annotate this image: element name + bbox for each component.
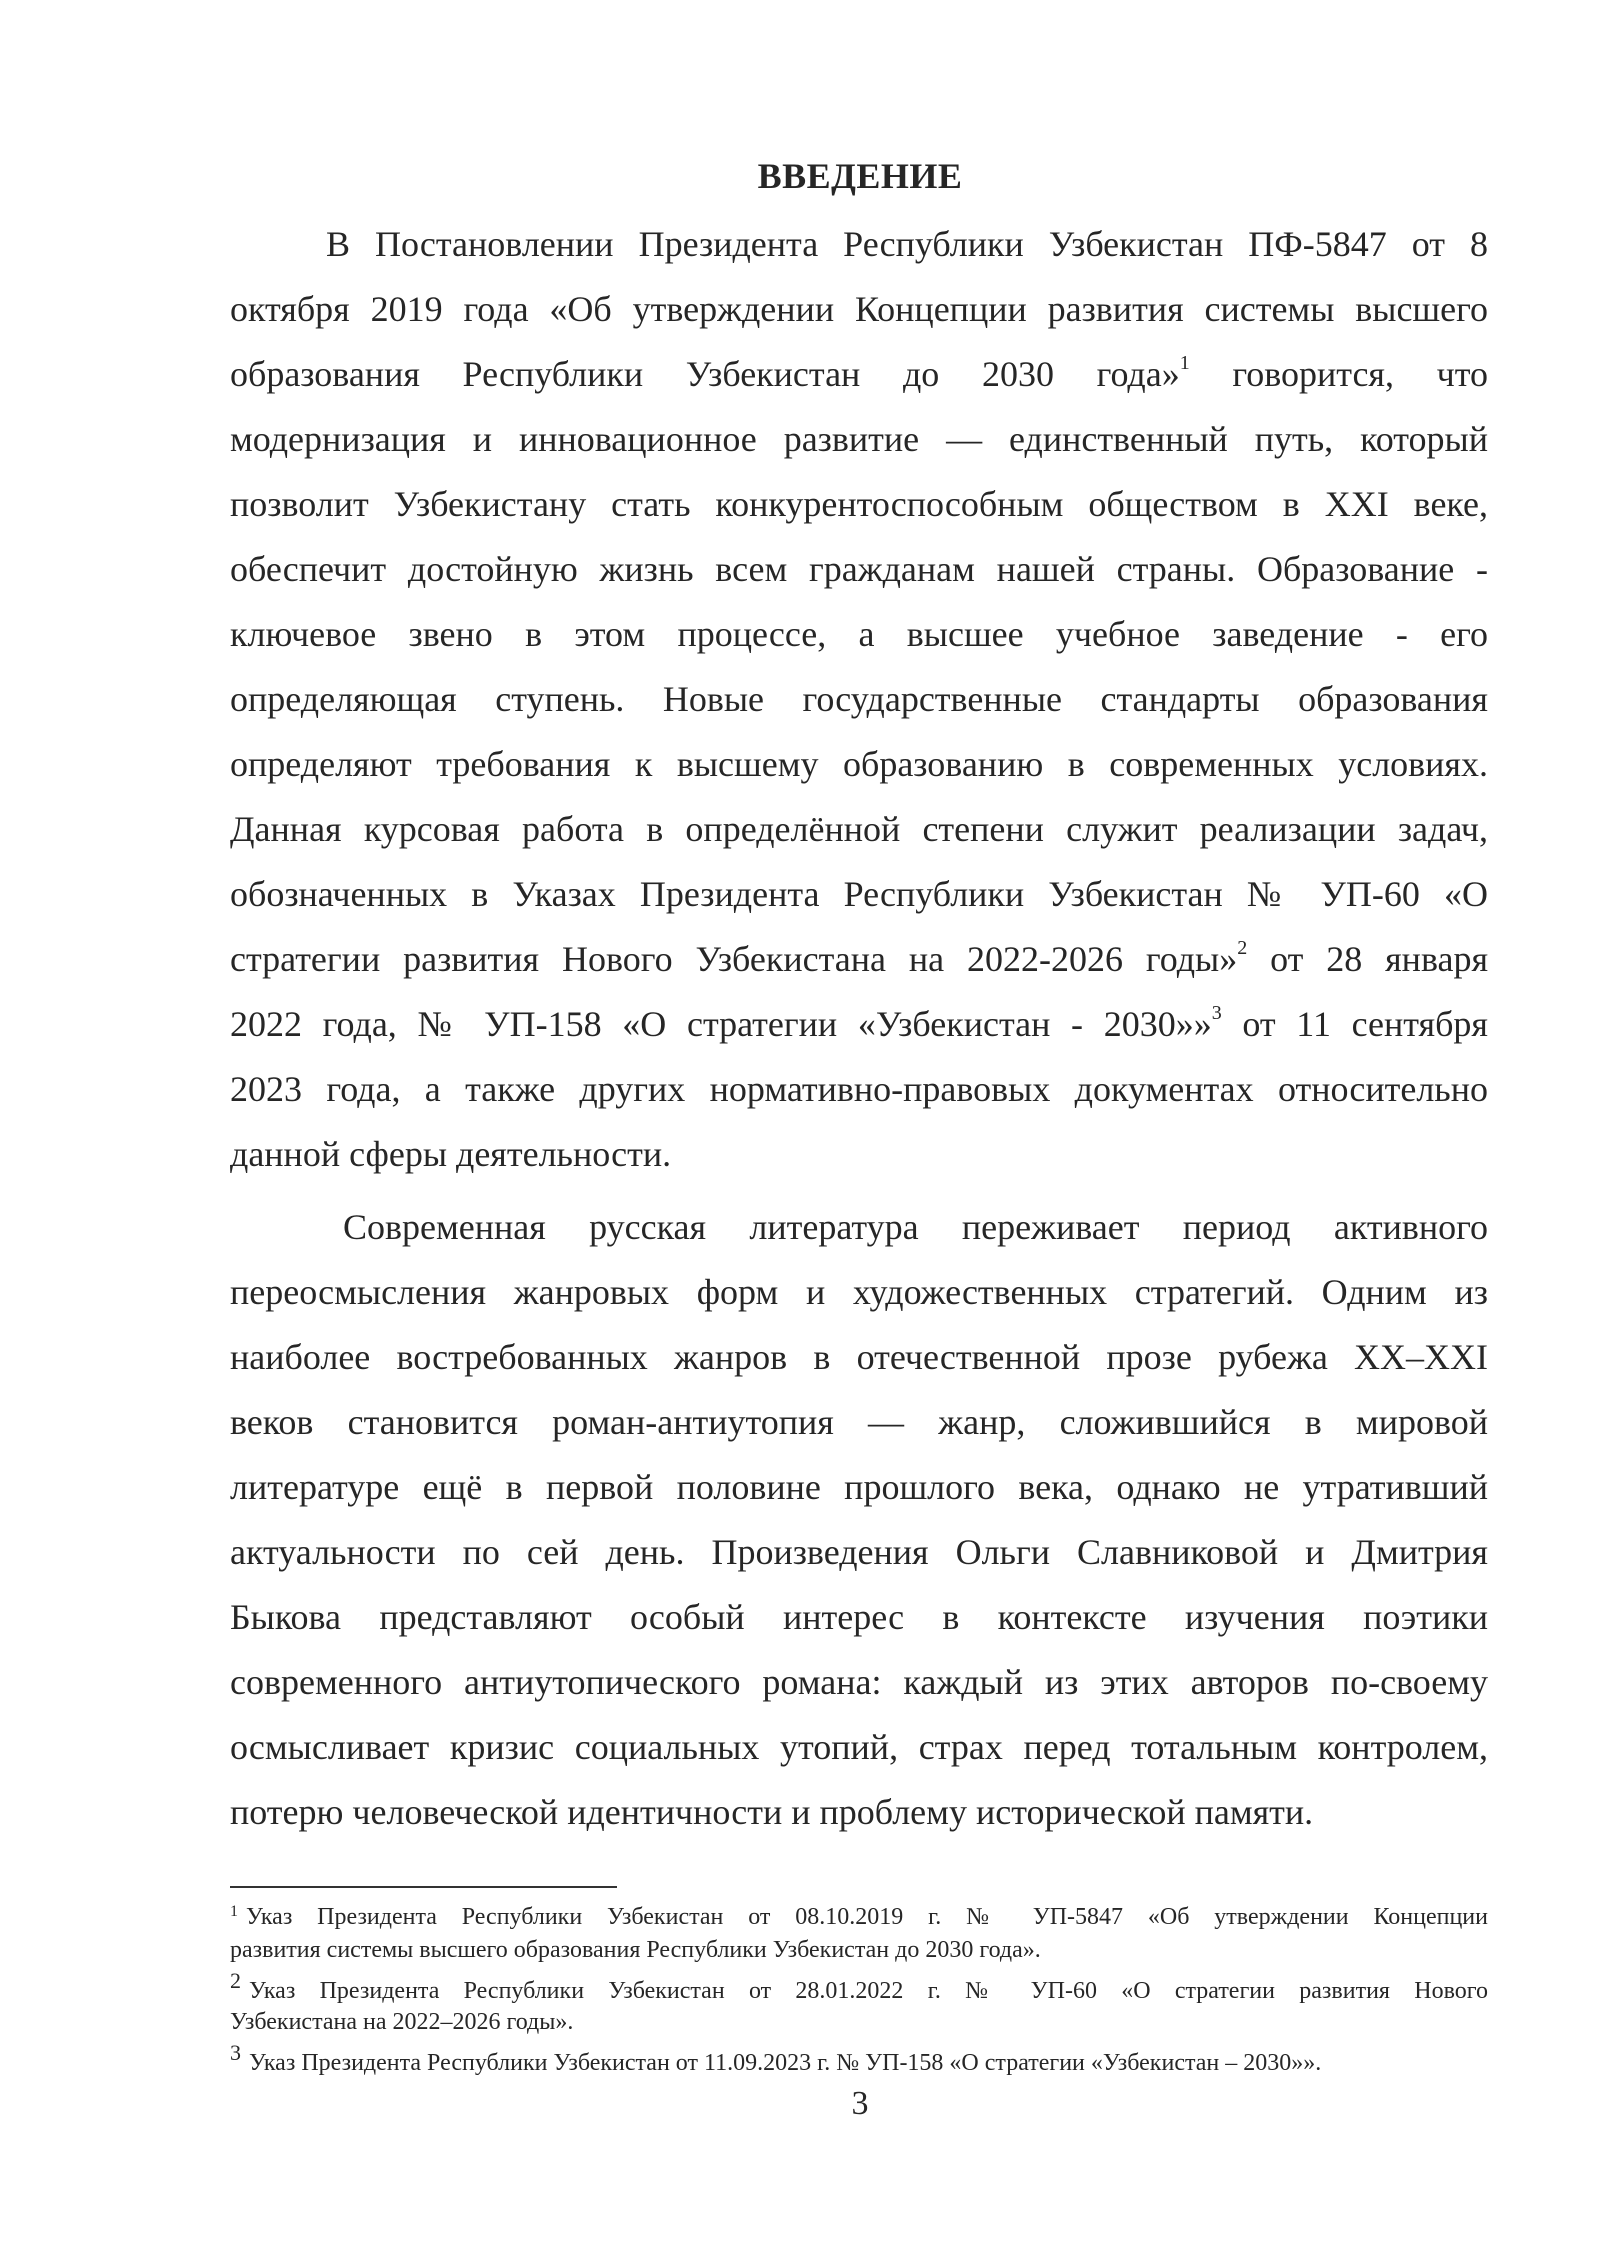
footnote-text: Указ Президента Республики Узбекистан от 28.01.2022 г. № УП-60 «О стратегии развития Нового bbox=[249, 1978, 1488, 2004]
text-line: определяют требования к высшему образованию в современных условиях. bbox=[230, 744, 1488, 784]
text-segment: образования Республики Узбекистан до 2030 года» bbox=[230, 354, 1180, 394]
text-line: модернизация и инновационное развитие — единственный путь, который bbox=[230, 419, 1488, 459]
footnote-text: Указ Президента Республики Узбекистан от 08.10.2019 г. № УП-5847 «Об утверждении Концепции bbox=[246, 1904, 1488, 1930]
text-line: обеспечит достойную жизнь всем гражданам нашей страны. Образование - bbox=[230, 549, 1488, 589]
text-line: актуальности по сей день. Произведения Ольги Славниковой и Дмитрия bbox=[230, 1532, 1488, 1572]
text-line: данной сферы деятельности. bbox=[230, 1134, 672, 1174]
text-segment: стратегии развития Нового Узбекистана на 2022-2026 годы» bbox=[230, 939, 1238, 979]
text-line: потерю человеческой идентичности и проблему исторической памяти. bbox=[230, 1792, 1314, 1832]
text-segment: от 11 сентября bbox=[1242, 1004, 1488, 1044]
footnote-reference: 3 bbox=[1211, 1002, 1222, 1024]
text-line: наиболее востребованных жанров в отечественной прозе рубежа XX–XXI bbox=[230, 1337, 1488, 1377]
text-segment: от 28 января bbox=[1270, 939, 1489, 979]
text-line: Данная курсовая работа в определённой степени служит реализации задач, bbox=[230, 809, 1488, 849]
text-line: 2023 года, а также других нормативно-правовых документах относительно bbox=[230, 1069, 1488, 1109]
footnote-1 bbox=[230, 1902, 1488, 1966]
footnote-reference: 2 bbox=[1237, 937, 1248, 959]
paragraph-1 bbox=[230, 212, 1488, 1187]
text-line bbox=[230, 992, 1488, 1057]
footnote-number: 3 bbox=[230, 2040, 241, 2065]
text-line: Современная русская литература переживает период активного bbox=[343, 1207, 1488, 1247]
footnotes bbox=[230, 1902, 1488, 2088]
text-line: Быкова представляют особый интерес в контексте изучения поэтики bbox=[230, 1597, 1488, 1637]
text-line: веков становится роман-антиутопия — жанр, сложившийся в мировой bbox=[230, 1402, 1488, 1442]
text-line: определяющая ступень. Новые государственные стандарты образования bbox=[230, 679, 1488, 719]
text-segment: говорится, что bbox=[1232, 354, 1489, 394]
footnote-2 bbox=[230, 1968, 1488, 2038]
footnote-line bbox=[230, 1902, 1488, 1935]
text-line: ключевое звено в этом процессе, а высшее учебное заведение - его bbox=[230, 614, 1488, 654]
footnote-line: Узбекистана на 2022–2026 годы». bbox=[230, 2009, 574, 2035]
text-line: осмысливает кризис социальных утопий, страх перед тотальным контролем, bbox=[230, 1727, 1488, 1767]
paragraph-2 bbox=[230, 1195, 1488, 1845]
footnote-line bbox=[230, 1968, 1488, 2007]
text-line: современного антиутопического романа: каждый из этих авторов по-своему bbox=[230, 1662, 1488, 1702]
text-segment: 2022 года, № УП-158 «О стратегии «Узбекистан - 2030»» bbox=[230, 1004, 1212, 1044]
text-line: октября 2019 года «Об утверждении Концепции развития системы высшего bbox=[230, 289, 1488, 329]
text-line: позволит Узбекистану стать конкурентоспособным обществом в XXI веке, bbox=[230, 484, 1488, 524]
page-number: 3 bbox=[851, 2085, 869, 2122]
footnote-text: Указ Президента Республики Узбекистан от 11.09.2023 г. № УП-158 «О стратегии «Узбекистан – 2030»». bbox=[249, 2050, 1322, 2076]
footnote-number: 1 bbox=[230, 1903, 238, 1920]
text-line: переосмысления жанровых форм и художественных стратегий. Одним из bbox=[230, 1272, 1488, 1312]
footnote-line bbox=[230, 2040, 1488, 2079]
text-line: литературе ещё в первой половине прошлого века, однако не утративший bbox=[230, 1467, 1488, 1507]
footnote-number: 2 bbox=[230, 1968, 241, 1993]
text-line bbox=[230, 927, 1488, 992]
footnote-line: развития системы высшего образования Республики Узбекистан до 2030 года». bbox=[230, 1937, 1041, 1963]
footnote-separator bbox=[230, 1886, 617, 1888]
footnote-reference: 1 bbox=[1179, 352, 1190, 374]
text-line bbox=[230, 342, 1488, 407]
text-line: обозначенных в Указах Президента Республики Узбекистан № УП-60 «О bbox=[230, 874, 1488, 914]
footnote-3 bbox=[230, 2040, 1488, 2079]
text-line: В Постановлении Президента Республики Узбекистан ПФ-5847 от 8 bbox=[326, 224, 1488, 264]
section-heading: ВВЕДЕНИЕ bbox=[757, 156, 963, 196]
